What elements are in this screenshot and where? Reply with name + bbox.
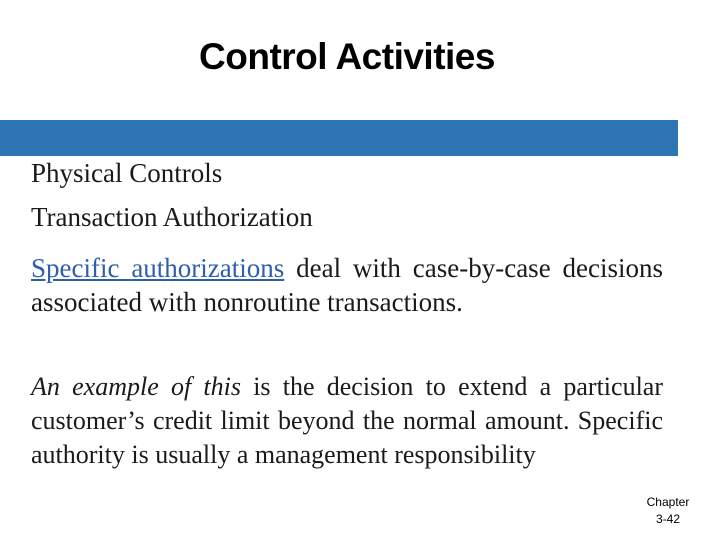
link-specific[interactable]: Specific — [31, 253, 132, 283]
chapter-footer — [632, 494, 704, 528]
bullet-physical-controls: Physical Controls — [31, 158, 223, 188]
title-band — [0, 120, 678, 156]
link-authorizations[interactable]: authorizations — [131, 253, 285, 283]
example-italic-text: An example of this — [31, 372, 241, 401]
paragraph-specific-authorizations — [31, 251, 663, 319]
paragraph-text: deal with case-by-case decisions associated with nonroutine transactions. — [31, 253, 664, 317]
slide-title: Control Activities — [199, 36, 495, 77]
bullet-transaction-authorization: Transaction Authorization — [31, 202, 313, 232]
footer-chapter-label: Chapter — [646, 495, 690, 509]
paragraph-example — [31, 370, 663, 472]
footer-page-number: 3-42 — [655, 512, 681, 526]
example-text: is the decision to extend a particular customer’s credit limit beyond the normal amount. Specific authority is usually a management responsibility — [31, 372, 663, 469]
